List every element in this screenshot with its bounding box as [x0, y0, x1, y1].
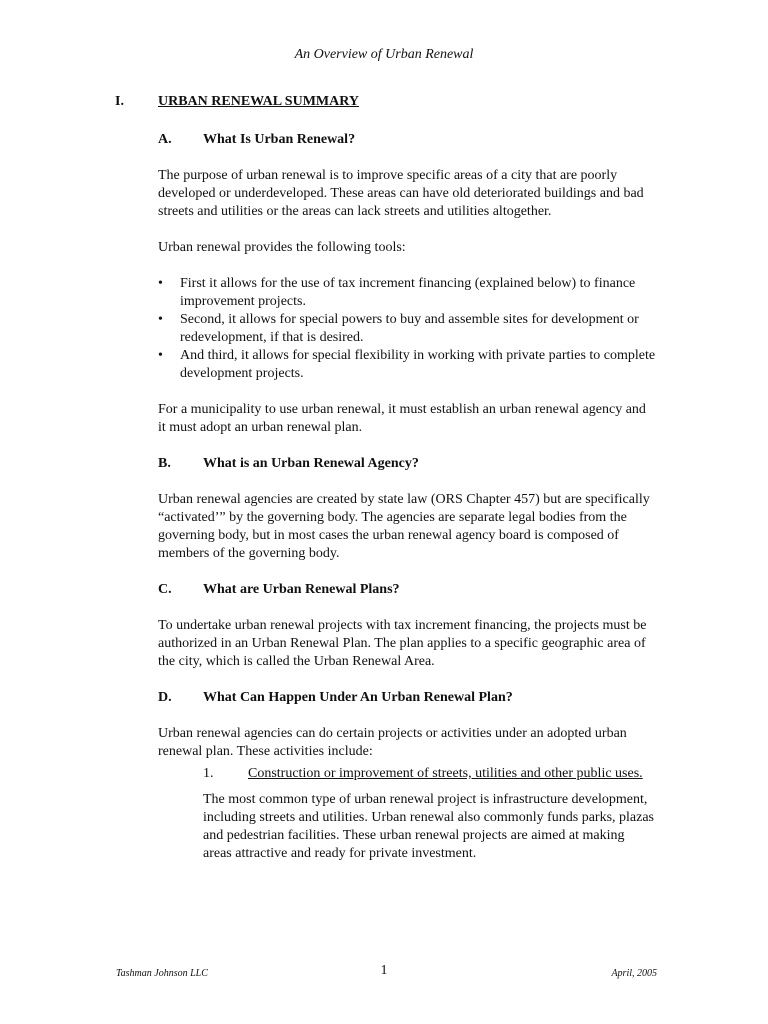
paragraph: Urban renewal agencies are created by state law (ORS Chapter 457) but are specifically “activated’” by the governing body. The agencies are separate legal bodies from the governing body, but in most cases the urban renewal agency board is composed of members of the governing body. — [158, 492, 650, 561]
paragraph: Urban renewal agencies can do certain projects or activities under an adopted urban renewal plan. These activities include: — [158, 726, 627, 759]
item-number: 1. — [203, 766, 214, 781]
footer-company: Tashman Johnson LLC — [116, 968, 208, 979]
numbered-item — [203, 765, 656, 783]
running-header: An Overview of Urban Renewal — [294, 47, 474, 62]
indented-paragraph: The most common type of urban renewal project is infrastructure development, including streets and utilities. Urban renewal also commonly funds parks, plazas and pedestrian facilities. These urban renewal projects are aimed at making areas attractive and ready for private investment. — [203, 792, 655, 861]
item-heading: Construction or improvement of streets, utilities and other public uses. — [248, 766, 643, 781]
section-number: I. — [115, 94, 124, 109]
list-item — [158, 347, 656, 383]
page-number: 1 — [380, 963, 388, 978]
paragraph: To undertake urban renewal projects with tax increment financing, the projects must be authorized in an Urban Renewal Plan. The plan applies to a specific geographic area of the city, which is called the Urban Renewal Area. — [158, 618, 647, 669]
subsection-heading-d — [158, 689, 656, 707]
subsection-title: What Is Urban Renewal? — [203, 132, 356, 147]
document-body — [115, 93, 656, 881]
list-item-text: Second, it allows for special powers to buy and assemble sites for development or redevelopment, if that is desired. — [180, 312, 639, 345]
section-title: URBAN RENEWAL SUMMARY — [158, 94, 359, 109]
footer-date: April, 2005 — [611, 968, 657, 979]
subsection-title: What are Urban Renewal Plans? — [203, 582, 400, 597]
subsection-heading-b — [158, 455, 656, 473]
subsection-title: What is an Urban Renewal Agency? — [203, 456, 419, 471]
list-item — [158, 311, 656, 347]
paragraph: For a municipality to use urban renewal, it must establish an urban renewal agency and it must adopt an urban renewal plan. — [158, 402, 646, 435]
subsection-title: What Can Happen Under An Urban Renewal Plan? — [203, 690, 513, 705]
subsection-letter: A. — [158, 132, 172, 147]
list-item-text: First it allows for the use of tax increment financing (explained below) to finance improvement projects. — [180, 276, 636, 309]
subsection-letter: D. — [158, 690, 172, 705]
page-footer — [0, 962, 768, 982]
subsection-letter: C. — [158, 582, 172, 597]
subsection-heading-a — [158, 131, 656, 149]
section-heading — [115, 93, 656, 111]
list-item-text: And third, it allows for special flexibility in working with private parties to complete development projects. — [180, 348, 656, 381]
bullet-icon: • — [158, 348, 163, 363]
paragraph: The purpose of urban renewal is to improve specific areas of a city that are poorly developed or underdeveloped. These areas can have old deteriorated buildings and bad streets and utilities or the areas can lack streets and utilities altogether. — [158, 168, 644, 219]
bullet-icon: • — [158, 276, 163, 291]
subsection-heading-c — [158, 581, 656, 599]
paragraph: Urban renewal provides the following tools: — [158, 240, 406, 255]
bullet-icon: • — [158, 312, 163, 327]
bullet-list — [158, 275, 656, 383]
list-item — [158, 275, 656, 311]
subsection-letter: B. — [158, 456, 171, 471]
